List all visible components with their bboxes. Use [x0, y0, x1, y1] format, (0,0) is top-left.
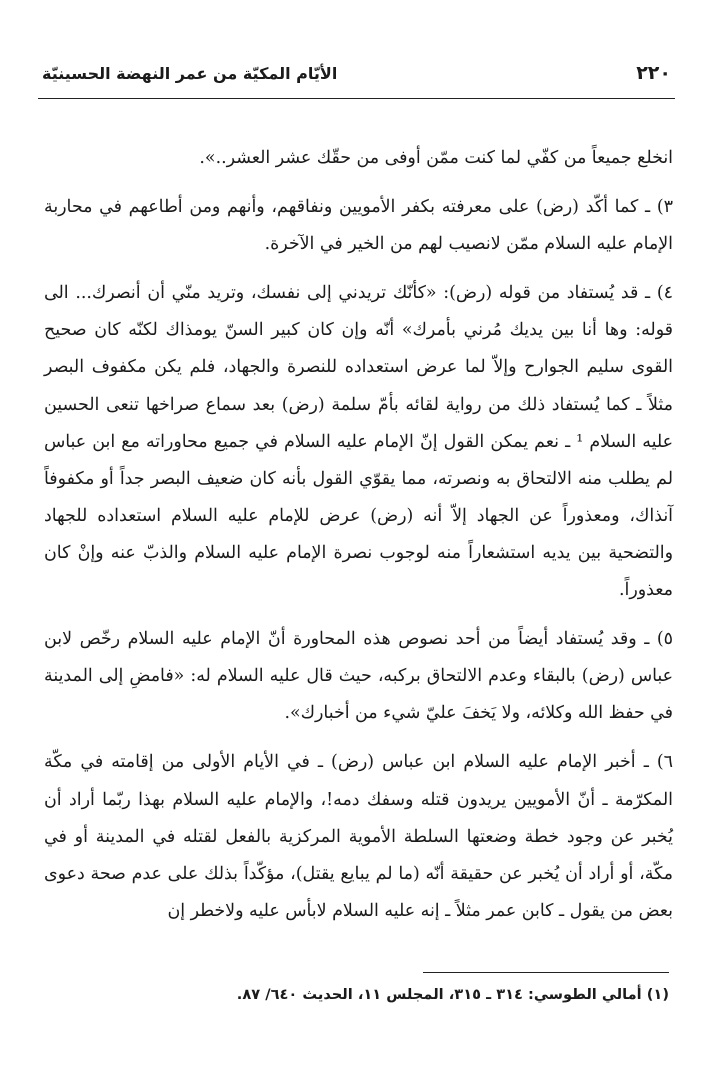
paragraph-point-6: ٦) ـ أخبر الإمام عليه السلام ابن عباس (رض) ـ في الأيام الأولى من إقامته في مكّة المكرّمة ـ أنّ الأمويين يريدون قتله وسفك دمه!، والإمام عليه السلام بهذا ربّما أراد أن يُخبر عن وجود خطة وضعتها السلطة الأموية المركزية بالفعل لقتله في المدينة أو في مكّة، أو أراد أن يُخبر عن حقيقة أنّه (ما لم يبايع يقتل)، مؤكّداً بذلك على عدم صحة دعوى بعض من يقول ـ كابن عمر مثلاً ـ إنه عليه السلام لابأس عليه ولاخطر إن: [44, 752, 673, 921]
page-number: ٢٢٠: [636, 62, 671, 84]
paragraph-point-5: ٥) ـ وقد يُستفاد أيضاً من أحد نصوص هذه المحاورة أنّ الإمام عليه السلام رخّص لابن عباس (رض) بالبقاء وعدم الالتحاق بركبه، حيث قال عليه السلام له: «فامضِ إلى المدينة في حفظ الله وكلائه، ولا يَخفَ عليّ شيء من أخبارك».: [44, 629, 673, 724]
paragraph-continuation: انخلع جميعاً من كفّي لما كنت ممّن أوفى من حقّك عشر العشر..».: [199, 148, 673, 168]
paragraph-point-3: ٣) ـ كما أكّد (رض) على معرفته بكفر الأمويين ونفاقهم، وأنهم ومن أطاعهم في محاربة الإمام عليه السلام ممّن لانصيب لهم من الخير في الآخرة.: [44, 197, 673, 255]
header-divider: [38, 98, 675, 99]
footnote: (١) أمالي الطوسي: ٣١٤ ـ ٣١٥، المجلس ١١، الحديث ٦٤٠/ ٨٧.: [236, 986, 669, 1003]
body-text: [44, 140, 673, 930]
footnote-divider: [423, 972, 669, 973]
page-header: [38, 62, 675, 96]
paragraph-point-4: ٤) ـ قد يُستفاد من قوله (رض): «كأنّك تريدني إلى نفسك، وتريد منّي أن أنصرك... الى قوله: وها أنا بين يديك مُرني بأمرك» أنّه وإن كان كبير السنّ يومذاك لكنّه كان صحيح القوى سليم الجوارح وإلاّ لما عرض استعداده للنصرة والجهاد، فلم يكن مكفوف البصر مثلاً ـ كما يُستفاد ذلك من رواية لقائه بأمّ سلمة (رض) بعد سماع صراخها تنعى الحسين عليه السلام ¹ ـ نعم يمكن القول إنّ الإمام عليه السلام في جميع محاوراته مع ابن عباس لم يطلب منه الالتحاق به ونصرته، مما يقوّي القول بأنه كان ضعيف البصر جداً أو مكفوفاً آنذاك، ومعذوراً عن الجهاد إلاّ أنه (رض) عرض للإمام عليه السلام استعداده للجهاد والتضحية بين يديه استشعاراً منه لوجوب نصرة الإمام عليه السلام والذبّ عنه وإنْ كان معذوراً.: [44, 283, 673, 601]
running-title: الأيّام المكيّة من عمر النهضة الحسينيّة: [42, 64, 338, 83]
